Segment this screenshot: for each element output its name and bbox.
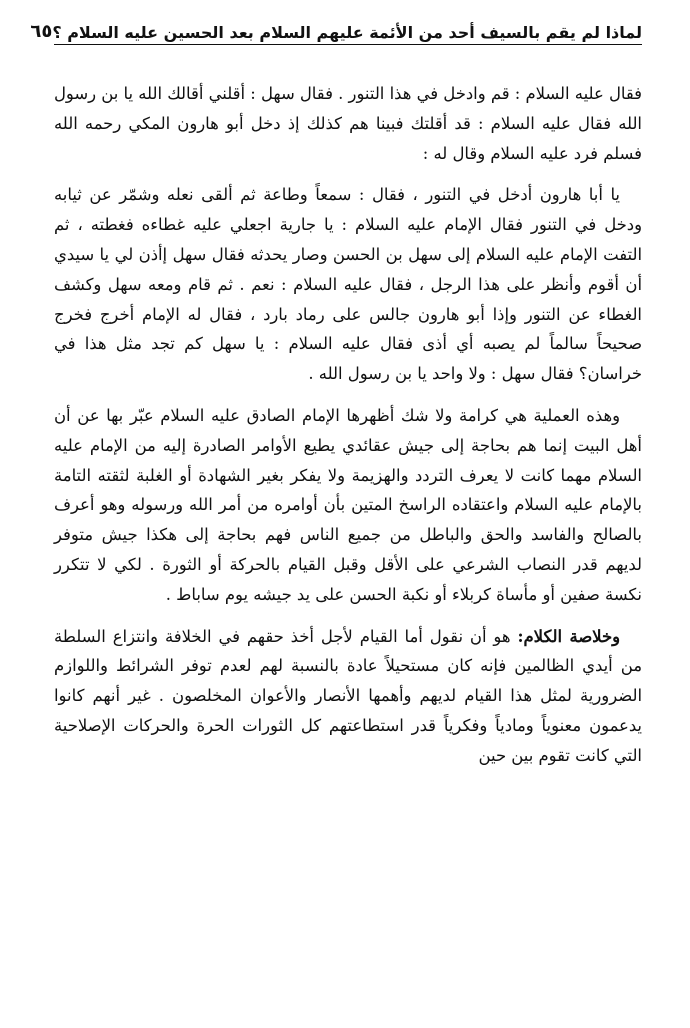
running-header [30, 12, 642, 45]
paragraph-1: فقال عليه السلام : قم وادخل في هذا التنور . فقال سهل : أقلني أقالك الله يا بن رسول الله فقال عليه السلام : قد أقلتك فبينا هم كذلك إذ دخل أبو هارون المكي رحمه الله فسلم فرد عليه السلام وقال له : [53, 84, 642, 163]
paragraph-3: وهذه العملية هي كرامة ولا شك أظهرها الإمام الصادق عليه السلام عبّر بها عن أن أهل البيت إنما هم بحاجة إلى جيش عقائدي يطيع الأوامر الصادرة إليه من الإمام عليه السلام مهما كانت لا يعرف التردد والهزيمة ولا يفكر بغير الشهادة أو الغلبة لثقته التامة بالإمام عليه السلام واعتقاده الراسخ المتين بأن أوامره من أمر الله ورسوله وهو أعرف بالصالح والفاسد والحق والباطل من جميع الناس فهم بحاجة إلى هكذا جيش متوفر لديهم قدر النصاب الشرعي على الأقل وقبل القيام بالحركة أو الثورة . لكي لا تتكرر نكسة صفين أو مأساة كربلاء أو نكبة الحسن على يد جيشه يوم ساباط . [54, 405, 642, 604]
body-text [54, 79, 642, 771]
book-page [30, 12, 642, 771]
page-number: ٦٥ [30, 21, 53, 42]
paragraph-2: يا أبا هارون أدخل في التنور ، فقال : سمعاً وطاعة ثم ألقى نعله وشمّر عن ثيابه ودخل في التنور فقال الإمام عليه السلام : يا جارية اجعلي عليه غطاءه فغطته ، ثم التفت الإمام عليه السلام إلى سهل بن الحسن وصار يحدثه فقال سهل إأذن لي يا سيدي أن أقوم وأنظر على هذا الرجل ، فقال عليه السلام : نعم . ثم قام ومعه سهل وكشف الغطاء عن التنور وإذا أبو هارون جالس على رماد بارد ، فقال له الإمام أخرج فخرج صحيحاً سالماً لم يصبه أي أذى فقال عليه السلام : يا سهل كم تجد مثل هذا في خراسان؟ فقال سهل : ولا واحد يا بن رسول الله . [54, 185, 642, 384]
conclusion-label: وخلاصة الكلام: [517, 626, 620, 646]
chapter-title: لماذا لم يقم بالسيف أحد من الأئمة عليهم السلام بعد الحسين عليه السلام ؟ [52, 23, 642, 42]
conclusion-text: هو أن نقول أما القيام لأجل أخذ حقهم في الخلافة وانتزاع السلطة من أيدي الظالمين فإنه كان مستحيلاً عادة بالنسبة لهم لعدم توفر الشرائط واللوازم الضرورية لمثل هذا القيام لديهم وأهمها الأنصار والأعوان المخلصون . غير أنهم كانوا يدعمون معنوياً ومادياً وفكرياً قدر استطاعتهم كل الثورات الحرة والحركات الإصلاحية التي كانت تقوم بين حين [54, 626, 642, 765]
conclusion-paragraph [54, 622, 642, 771]
